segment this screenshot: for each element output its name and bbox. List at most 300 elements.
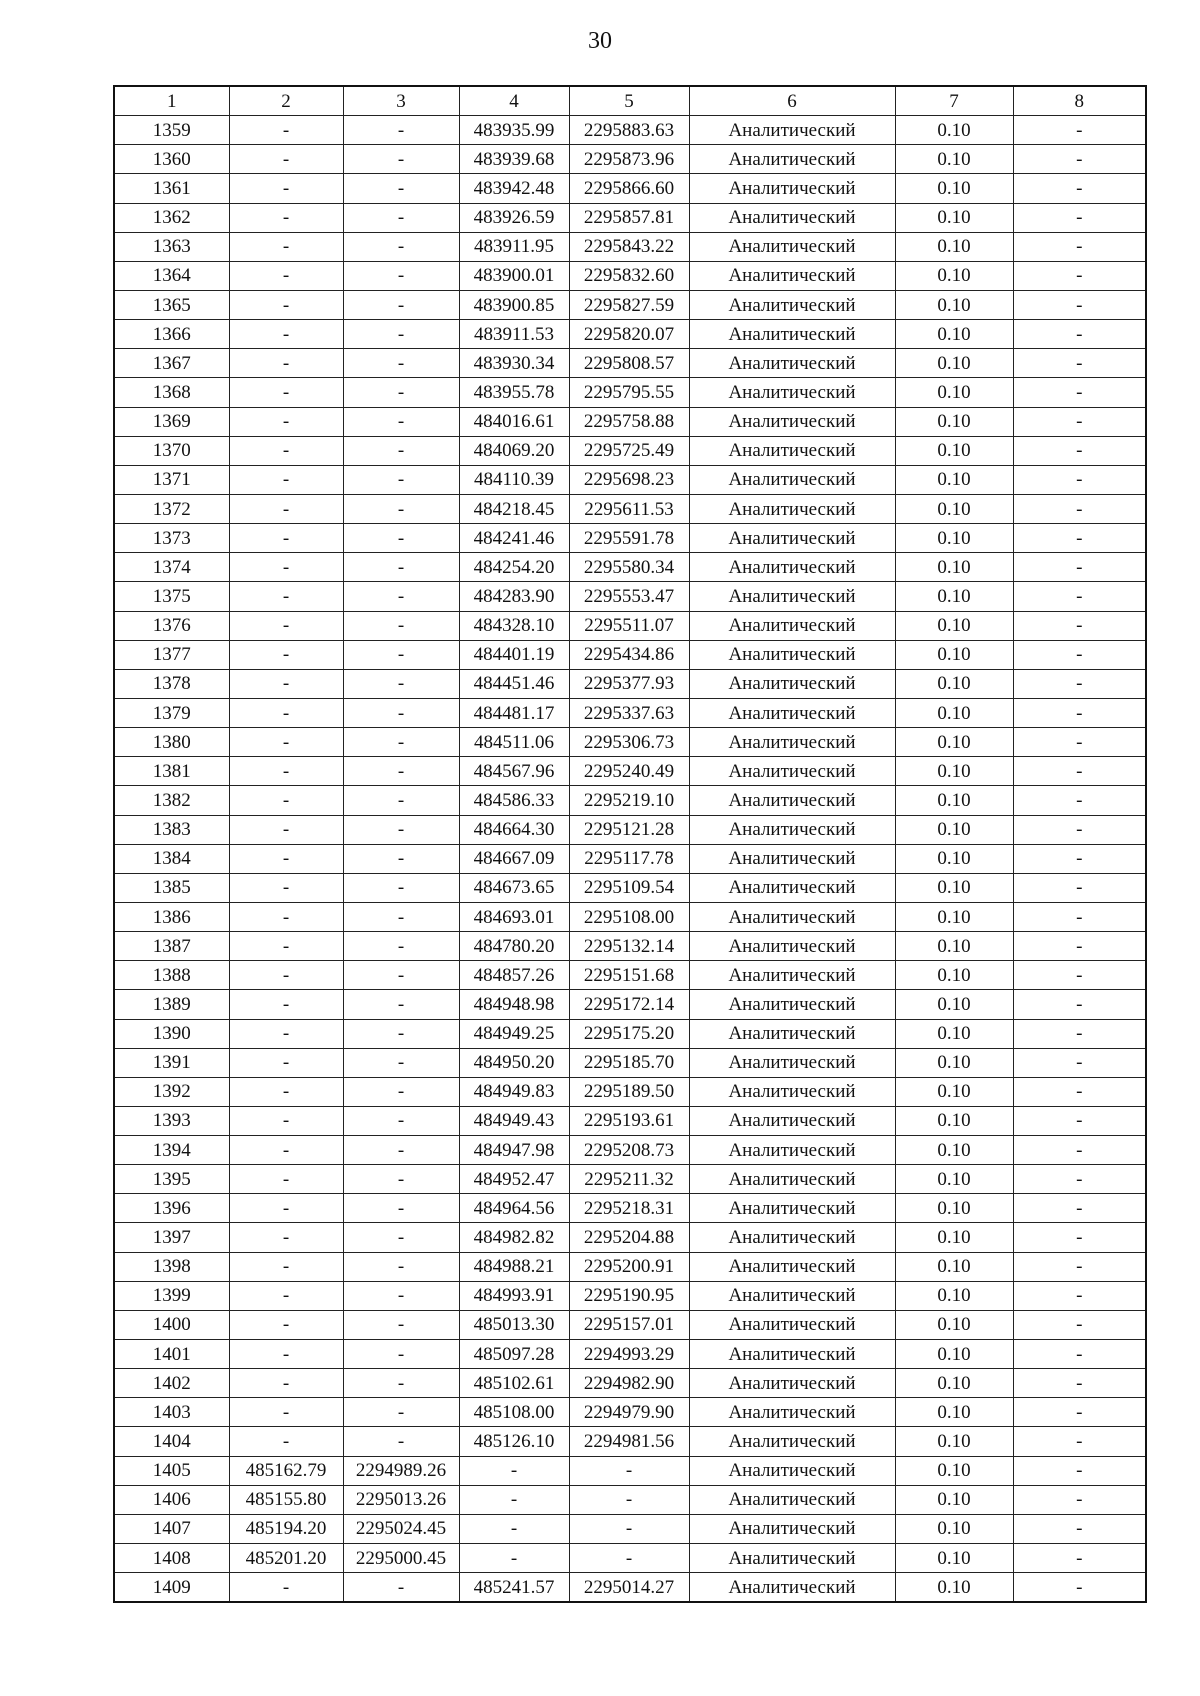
- table-cell: 0.10: [895, 669, 1013, 698]
- table-cell: -: [1013, 1544, 1146, 1573]
- table-row: [114, 932, 1146, 961]
- table-cell: 0.10: [895, 961, 1013, 990]
- table-cell: 2294993.29: [569, 1340, 689, 1369]
- table-row: [114, 1398, 1146, 1427]
- table-row: [114, 1369, 1146, 1398]
- table-cell: 484949.25: [459, 1019, 569, 1048]
- table-cell: 0.10: [895, 349, 1013, 378]
- table-cell: 483939.68: [459, 145, 569, 174]
- table-row: [114, 378, 1146, 407]
- table-cell: -: [229, 1223, 343, 1252]
- table-cell: 485102.61: [459, 1369, 569, 1398]
- table-cell: Аналитический: [689, 757, 895, 786]
- table-cell: -: [343, 1106, 459, 1135]
- table-cell: 0.10: [895, 990, 1013, 1019]
- table-cell: 1393: [114, 1106, 229, 1135]
- table-cell: 2294981.56: [569, 1427, 689, 1456]
- table-cell: -: [1013, 174, 1146, 203]
- table-cell: -: [343, 378, 459, 407]
- table-cell: 0.10: [895, 1369, 1013, 1398]
- table-cell: -: [343, 669, 459, 698]
- table-cell: Аналитический: [689, 669, 895, 698]
- table-cell: Аналитический: [689, 1077, 895, 1106]
- table-cell: -: [343, 436, 459, 465]
- table-row: [114, 902, 1146, 931]
- table-cell: -: [1013, 1019, 1146, 1048]
- column-header: 4: [459, 86, 569, 116]
- table-cell: -: [343, 582, 459, 611]
- table-cell: -: [229, 1165, 343, 1194]
- table-cell: Аналитический: [689, 1223, 895, 1252]
- table-cell: 483942.48: [459, 174, 569, 203]
- table-cell: 484964.56: [459, 1194, 569, 1223]
- table-cell: 0.10: [895, 873, 1013, 902]
- table-cell: 484948.98: [459, 990, 569, 1019]
- table-row: [114, 1310, 1146, 1339]
- table-cell: 2295000.45: [343, 1544, 459, 1573]
- table-cell: 2295698.23: [569, 465, 689, 494]
- table-row: [114, 1573, 1146, 1603]
- table-cell: -: [343, 728, 459, 757]
- table-cell: 484586.33: [459, 786, 569, 815]
- table-cell: 0.10: [895, 1106, 1013, 1135]
- table-cell: 0.10: [895, 1514, 1013, 1543]
- table-cell: Аналитический: [689, 261, 895, 290]
- table-cell: -: [1013, 757, 1146, 786]
- table-cell: 484481.17: [459, 698, 569, 727]
- table-cell: 484949.83: [459, 1077, 569, 1106]
- table-cell: -: [229, 1398, 343, 1427]
- table-cell: -: [343, 1019, 459, 1048]
- table-cell: 484949.43: [459, 1106, 569, 1135]
- table-cell: -: [229, 669, 343, 698]
- table-row: [114, 1544, 1146, 1573]
- table-cell: -: [229, 232, 343, 261]
- table-cell: 2295185.70: [569, 1048, 689, 1077]
- table-cell: 0.10: [895, 465, 1013, 494]
- table-cell: -: [343, 553, 459, 582]
- table-row: [114, 1106, 1146, 1135]
- table-cell: 1374: [114, 553, 229, 582]
- table-cell: 2295024.45: [343, 1514, 459, 1543]
- table-cell: 2295204.88: [569, 1223, 689, 1252]
- table-row: [114, 1048, 1146, 1077]
- table-cell: 483935.99: [459, 116, 569, 145]
- table-cell: -: [229, 1310, 343, 1339]
- table-cell: 0.10: [895, 1048, 1013, 1077]
- table-cell: 485194.20: [229, 1514, 343, 1543]
- table-cell: -: [1013, 1398, 1146, 1427]
- table-cell: Аналитический: [689, 407, 895, 436]
- table-cell: Аналитический: [689, 698, 895, 727]
- table-cell: Аналитический: [689, 1252, 895, 1281]
- table-cell: 0.10: [895, 320, 1013, 349]
- table-cell: -: [459, 1514, 569, 1543]
- table-cell: -: [1013, 611, 1146, 640]
- table-cell: 1376: [114, 611, 229, 640]
- table-cell: -: [229, 990, 343, 1019]
- table-cell: -: [1013, 261, 1146, 290]
- table-cell: Аналитический: [689, 844, 895, 873]
- table-cell: 484218.45: [459, 494, 569, 523]
- table-cell: Аналитический: [689, 145, 895, 174]
- table-cell: -: [1013, 1077, 1146, 1106]
- table-cell: Аналитический: [689, 1165, 895, 1194]
- table-row: [114, 990, 1146, 1019]
- table-cell: Аналитический: [689, 1544, 895, 1573]
- table-row: [114, 1077, 1146, 1106]
- table-cell: -: [229, 1369, 343, 1398]
- table-cell: 1400: [114, 1310, 229, 1339]
- table-cell: 2295580.34: [569, 553, 689, 582]
- table-cell: -: [229, 1427, 343, 1456]
- table-cell: Аналитический: [689, 640, 895, 669]
- coordinates-table: [113, 85, 1147, 1603]
- table-cell: -: [343, 932, 459, 961]
- table-cell: -: [229, 1281, 343, 1310]
- table-cell: 2295151.68: [569, 961, 689, 990]
- table-cell: Аналитический: [689, 728, 895, 757]
- table-cell: Аналитический: [689, 232, 895, 261]
- table-cell: -: [1013, 116, 1146, 145]
- table-cell: 0.10: [895, 757, 1013, 786]
- table-cell: 0.10: [895, 145, 1013, 174]
- table-cell: 0.10: [895, 1252, 1013, 1281]
- table-cell: -: [343, 844, 459, 873]
- table-cell: 484857.26: [459, 961, 569, 990]
- table-cell: 485201.20: [229, 1544, 343, 1573]
- table-cell: -: [569, 1485, 689, 1514]
- table-cell: Аналитический: [689, 1398, 895, 1427]
- table-cell: Аналитический: [689, 1340, 895, 1369]
- table-cell: 0.10: [895, 1544, 1013, 1573]
- table-row: [114, 1485, 1146, 1514]
- table-row: [114, 232, 1146, 261]
- table-cell: -: [229, 349, 343, 378]
- table-cell: Аналитический: [689, 1194, 895, 1223]
- table-cell: 0.10: [895, 116, 1013, 145]
- table-cell: 1388: [114, 961, 229, 990]
- table-cell: -: [343, 873, 459, 902]
- table-row: [114, 1019, 1146, 1048]
- table-cell: 484780.20: [459, 932, 569, 961]
- table-cell: 483911.53: [459, 320, 569, 349]
- table-row: [114, 203, 1146, 232]
- table-cell: Аналитический: [689, 1136, 895, 1165]
- table-cell: 1383: [114, 815, 229, 844]
- table-cell: 0.10: [895, 494, 1013, 523]
- table-cell: Аналитический: [689, 815, 895, 844]
- table-cell: 1369: [114, 407, 229, 436]
- table-cell: -: [229, 145, 343, 174]
- table-cell: -: [1013, 1485, 1146, 1514]
- table-cell: 0.10: [895, 1194, 1013, 1223]
- table-cell: -: [1013, 1514, 1146, 1543]
- table-cell: 0.10: [895, 1019, 1013, 1048]
- table-row: [114, 407, 1146, 436]
- table-cell: -: [1013, 1281, 1146, 1310]
- table-cell: -: [343, 349, 459, 378]
- table-cell: 2295306.73: [569, 728, 689, 757]
- table-cell: Аналитический: [689, 203, 895, 232]
- table-cell: 1403: [114, 1398, 229, 1427]
- table-cell: -: [343, 465, 459, 494]
- table-cell: 484254.20: [459, 553, 569, 582]
- table-cell: -: [229, 1106, 343, 1135]
- table-cell: Аналитический: [689, 553, 895, 582]
- table-cell: 2295211.32: [569, 1165, 689, 1194]
- table-cell: -: [343, 611, 459, 640]
- table-cell: -: [229, 1077, 343, 1106]
- table-cell: Аналитический: [689, 990, 895, 1019]
- column-header: 5: [569, 86, 689, 116]
- table-cell: -: [343, 1223, 459, 1252]
- table-cell: 1379: [114, 698, 229, 727]
- table-cell: 484016.61: [459, 407, 569, 436]
- table-cell: 2295132.14: [569, 932, 689, 961]
- table-cell: 484993.91: [459, 1281, 569, 1310]
- table-cell: 0.10: [895, 1573, 1013, 1603]
- table-cell: -: [229, 465, 343, 494]
- table-cell: -: [1013, 1223, 1146, 1252]
- table-cell: 2294979.90: [569, 1398, 689, 1427]
- table-cell: -: [229, 757, 343, 786]
- table-cell: -: [1013, 349, 1146, 378]
- table-cell: -: [343, 494, 459, 523]
- table-cell: 1406: [114, 1485, 229, 1514]
- table-cell: -: [229, 815, 343, 844]
- table-row: [114, 436, 1146, 465]
- table-row: [114, 698, 1146, 727]
- table-cell: -: [229, 524, 343, 553]
- table-cell: -: [229, 1252, 343, 1281]
- table-row: [114, 1514, 1146, 1543]
- table-cell: 1408: [114, 1544, 229, 1573]
- table-row: [114, 1427, 1146, 1456]
- table-cell: Аналитический: [689, 1456, 895, 1485]
- table-cell: -: [229, 698, 343, 727]
- table-cell: 1380: [114, 728, 229, 757]
- table-cell: -: [229, 1194, 343, 1223]
- table-cell: 0.10: [895, 815, 1013, 844]
- column-header: 8: [1013, 86, 1146, 116]
- table-cell: 1366: [114, 320, 229, 349]
- table-cell: 484664.30: [459, 815, 569, 844]
- table-cell: -: [1013, 407, 1146, 436]
- table-cell: -: [343, 990, 459, 1019]
- table-cell: 0.10: [895, 232, 1013, 261]
- table-cell: -: [229, 1573, 343, 1603]
- table-cell: -: [229, 290, 343, 319]
- table-cell: -: [1013, 378, 1146, 407]
- table-cell: 2295190.95: [569, 1281, 689, 1310]
- table-cell: 484241.46: [459, 524, 569, 553]
- table-row: [114, 815, 1146, 844]
- table-cell: 2295553.47: [569, 582, 689, 611]
- column-header: 3: [343, 86, 459, 116]
- column-header: 2: [229, 86, 343, 116]
- table-cell: 0.10: [895, 553, 1013, 582]
- table-cell: 484693.01: [459, 902, 569, 931]
- table-cell: -: [569, 1544, 689, 1573]
- table-cell: 0.10: [895, 611, 1013, 640]
- table-cell: 2295511.07: [569, 611, 689, 640]
- table-cell: -: [229, 407, 343, 436]
- table-cell: -: [229, 786, 343, 815]
- table-cell: 2295827.59: [569, 290, 689, 319]
- table-cell: 0.10: [895, 902, 1013, 931]
- table-cell: -: [1013, 1048, 1146, 1077]
- table-row: [114, 1194, 1146, 1223]
- table-cell: -: [229, 902, 343, 931]
- table-cell: 0.10: [895, 1223, 1013, 1252]
- table-cell: 2295219.10: [569, 786, 689, 815]
- table-cell: Аналитический: [689, 786, 895, 815]
- table-cell: 0.10: [895, 1398, 1013, 1427]
- table-cell: 2295175.20: [569, 1019, 689, 1048]
- table-row: [114, 961, 1146, 990]
- table-cell: -: [1013, 1369, 1146, 1398]
- table-cell: Аналитический: [689, 1019, 895, 1048]
- table-cell: -: [343, 757, 459, 786]
- table-cell: 1404: [114, 1427, 229, 1456]
- table-cell: -: [459, 1544, 569, 1573]
- table-cell: -: [1013, 1194, 1146, 1223]
- table-cell: 0.10: [895, 524, 1013, 553]
- table-cell: 1371: [114, 465, 229, 494]
- table-cell: 1407: [114, 1514, 229, 1543]
- table-cell: 1382: [114, 786, 229, 815]
- table-cell: 483955.78: [459, 378, 569, 407]
- table-cell: Аналитический: [689, 349, 895, 378]
- table-cell: 0.10: [895, 261, 1013, 290]
- table-cell: -: [1013, 494, 1146, 523]
- table-cell: 2295014.27: [569, 1573, 689, 1603]
- table-cell: 1368: [114, 378, 229, 407]
- table-row: [114, 553, 1146, 582]
- table-cell: 484328.10: [459, 611, 569, 640]
- table-cell: -: [1013, 990, 1146, 1019]
- table-cell: 0.10: [895, 640, 1013, 669]
- table-cell: 2295820.07: [569, 320, 689, 349]
- table-row: [114, 465, 1146, 494]
- table-cell: 2295832.60: [569, 261, 689, 290]
- table-cell: -: [1013, 1252, 1146, 1281]
- table-cell: 2295013.26: [343, 1485, 459, 1514]
- table-cell: 1394: [114, 1136, 229, 1165]
- table-cell: 0.10: [895, 1281, 1013, 1310]
- table-cell: 2295808.57: [569, 349, 689, 378]
- table-cell: -: [229, 961, 343, 990]
- table-cell: Аналитический: [689, 1369, 895, 1398]
- table-cell: -: [1013, 553, 1146, 582]
- table-row: [114, 1340, 1146, 1369]
- table-cell: -: [343, 1165, 459, 1194]
- table-cell: 1372: [114, 494, 229, 523]
- table-cell: -: [229, 174, 343, 203]
- table-cell: 0.10: [895, 728, 1013, 757]
- table-cell: 484401.19: [459, 640, 569, 669]
- table-cell: 1391: [114, 1048, 229, 1077]
- table-cell: -: [569, 1456, 689, 1485]
- table-cell: -: [343, 261, 459, 290]
- table-cell: -: [343, 116, 459, 145]
- table-cell: 2295200.91: [569, 1252, 689, 1281]
- table-cell: Аналитический: [689, 524, 895, 553]
- table-cell: 484069.20: [459, 436, 569, 465]
- table-cell: 0.10: [895, 203, 1013, 232]
- table-cell: -: [343, 145, 459, 174]
- table-cell: -: [1013, 320, 1146, 349]
- table-body: [114, 116, 1146, 1603]
- table-cell: 0.10: [895, 290, 1013, 319]
- table-cell: Аналитический: [689, 1573, 895, 1603]
- table-cell: -: [569, 1514, 689, 1543]
- table-cell: 2295434.86: [569, 640, 689, 669]
- table-cell: 1401: [114, 1340, 229, 1369]
- table-cell: 1397: [114, 1223, 229, 1252]
- table-cell: 483926.59: [459, 203, 569, 232]
- table-cell: -: [229, 494, 343, 523]
- table-cell: 2295109.54: [569, 873, 689, 902]
- table-cell: Аналитический: [689, 465, 895, 494]
- table-cell: -: [343, 786, 459, 815]
- table-cell: 1405: [114, 1456, 229, 1485]
- table-cell: Аналитический: [689, 436, 895, 465]
- table-cell: 2295873.96: [569, 145, 689, 174]
- table-cell: -: [1013, 1340, 1146, 1369]
- table-cell: -: [1013, 232, 1146, 261]
- table-cell: 0.10: [895, 1310, 1013, 1339]
- table-cell: Аналитический: [689, 932, 895, 961]
- table-cell: 484982.82: [459, 1223, 569, 1252]
- table-cell: -: [229, 1340, 343, 1369]
- table-cell: 1378: [114, 669, 229, 698]
- table-cell: -: [343, 524, 459, 553]
- table-cell: -: [1013, 1456, 1146, 1485]
- table-cell: 2295725.49: [569, 436, 689, 465]
- table-cell: 1363: [114, 232, 229, 261]
- table-header: [114, 86, 1146, 116]
- table-cell: Аналитический: [689, 582, 895, 611]
- table-cell: 2294989.26: [343, 1456, 459, 1485]
- table-cell: 1370: [114, 436, 229, 465]
- table-row: [114, 320, 1146, 349]
- table-row: [114, 524, 1146, 553]
- table-cell: -: [343, 1252, 459, 1281]
- table-cell: -: [343, 320, 459, 349]
- table-cell: -: [229, 378, 343, 407]
- table-cell: 2295866.60: [569, 174, 689, 203]
- table-cell: 1367: [114, 349, 229, 378]
- table-cell: -: [343, 203, 459, 232]
- table-cell: 1364: [114, 261, 229, 290]
- table-cell: 2295758.88: [569, 407, 689, 436]
- table-cell: 1361: [114, 174, 229, 203]
- table-cell: 485241.57: [459, 1573, 569, 1603]
- table-cell: -: [1013, 1106, 1146, 1135]
- table-cell: Аналитический: [689, 1106, 895, 1135]
- table-cell: 484567.96: [459, 757, 569, 786]
- table-cell: 485155.80: [229, 1485, 343, 1514]
- table-cell: 1381: [114, 757, 229, 786]
- table-cell: 2295611.53: [569, 494, 689, 523]
- table-cell: 484950.20: [459, 1048, 569, 1077]
- table-cell: -: [343, 290, 459, 319]
- table-cell: 1399: [114, 1281, 229, 1310]
- table-cell: 0.10: [895, 582, 1013, 611]
- table-cell: 1359: [114, 116, 229, 145]
